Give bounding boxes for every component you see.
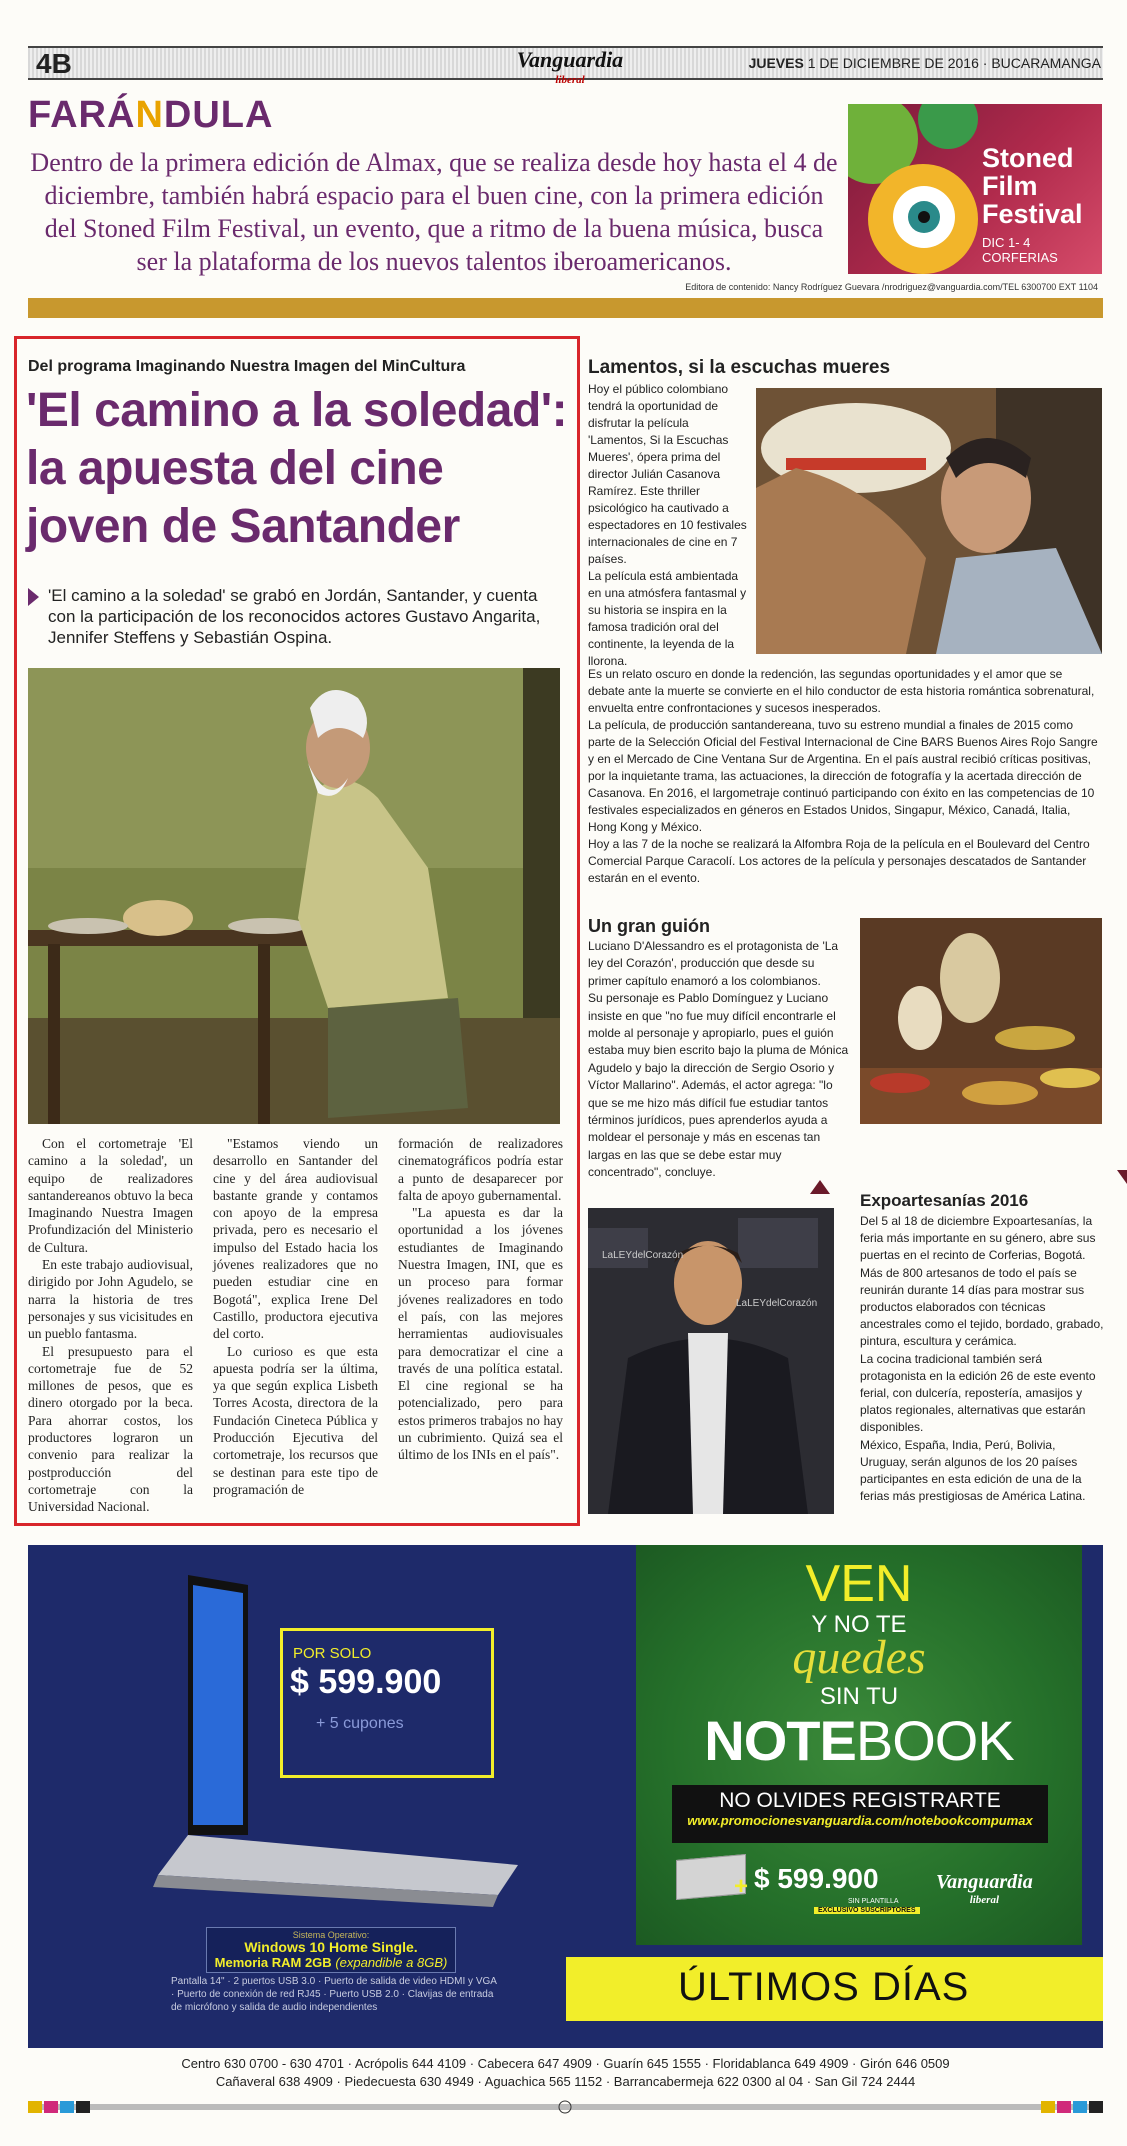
lamentos-photo-couple <box>756 388 1102 654</box>
masthead-logo <box>505 47 635 90</box>
article-paragraph: "Estamos viendo un desarrollo en Santander del cine y del área audiovisual bastante grande y contamos con apoyo de la empresa privada, pero es necesario el impulso del Estado hacia los jóvenes realizadores que no pueden estudiar cine en Bogotá", explica Irene Del Castillo, productora ejecutiva del corto. <box>213 1136 378 1342</box>
festival-title-line: Stoned <box>982 143 1074 173</box>
photo-floor <box>28 1018 560 1124</box>
photo-backdrop-panel <box>588 1228 648 1268</box>
expo-pointer-down-icon <box>1117 1170 1127 1184</box>
promo-notebook-bold: NOTE <box>704 1709 856 1772</box>
expo-paragraph: La cocina tradicional también será protagonista en la edición 26 de este evento ferial, con dulcería, repostería, amasijos y platos regionales, alternativas que estarán disponibles. <box>860 1351 1096 1435</box>
lamentos-paragraph: Hoy el público colombiano tendrá la oportunidad de disfrutar la película 'Lamentos, Si la Escuchas Mueres', ópera prima del director Julián Casanova Ramírez. Este thriller psicológico ha cautivado a espectadores en 10 festivales internacionales de cine en 7 países. <box>588 382 747 566</box>
section-divider <box>28 298 1103 318</box>
lamentos-paragraph: La película está ambientada en una atmósfera fantasmal y su historia se inspira en la famosa tradición oral del continente, la leyenda de la llorona. <box>588 569 747 668</box>
guion-pointer-up-icon <box>810 1180 830 1194</box>
price-coupons: + 5 cupones <box>316 1715 404 1732</box>
expoartesanias-photo-crafts <box>860 918 1102 1124</box>
dateline <box>749 55 1101 71</box>
photo-bowl <box>962 1081 1038 1105</box>
article-paragraph: formación de realizadores cinematográficos podría estar a punto de desaparecer por falta de apoyo gubernamental. <box>398 1136 563 1203</box>
guion-paragraph: Luciano D'Alessandro es el protagonista de 'La ley del Corazón', producción que desde su primer capítulo enamoró a los colombianos. <box>588 939 839 988</box>
section-title-b: DULA <box>163 94 274 136</box>
article-kicker: Del programa Imaginando Nuestra Imagen del MinCultura <box>28 358 466 375</box>
photo-hat-band <box>786 458 926 470</box>
photo-actor-shirt <box>688 1333 728 1514</box>
masthead-sub: liberal <box>555 74 585 86</box>
promo-sin-tu: SIN TU <box>819 1683 899 1710</box>
article-column-2 <box>213 1135 378 1498</box>
festival-title-line: Film <box>982 171 1038 201</box>
article-paragraph: Lo curioso es que esta apuesta podría ser la última, ya que según explica Lisbeth Torres Acosta, directora de la Fundación Cineteca Pública y Producción Ejecutiva del cortometraje, los recursos que se destinan para este tipo de programación de <box>213 1343 378 1497</box>
photo-table-leg <box>48 944 60 1124</box>
section-intro: Dentro de la primera edición de Almax, que se realiza desde hoy hasta el 4 de diciembre, también habrá espacio para el buen cine, con la primera edición del Stoned Film Festival, un evento, que a ritmo de la buena música, busca ser la plataforma de los nuevos talentos iberoamericanos. <box>30 148 838 276</box>
color-swatch <box>1089 2101 1103 2113</box>
promo-brand-logo <box>936 1873 1033 1909</box>
editor-credit: Editora de contenido: Nancy Rodríguez Guevara /nrodriguez@vanguardia.com/TEL 6300700 EXT 1104 <box>685 282 1098 292</box>
register-box <box>672 1785 1048 1843</box>
section-title <box>28 94 273 137</box>
laptop-screen <box>193 1585 243 1825</box>
photo-old-man-illustration <box>28 668 560 1124</box>
promo-quedes: quedes <box>792 1631 926 1684</box>
guion-photo-actor <box>588 1208 834 1514</box>
branch-contacts-line: Cañaveral 638 4909 · Piedecuesta 630 4949 · Aguachica 565 1152 · Barrancabermeja 622 0300 al 04 · San Gil 724 2444 <box>215 2074 916 2089</box>
photo-bowl <box>995 1026 1075 1050</box>
festival-title <box>982 144 1083 228</box>
ultimos-dias-text: ÚLTIMOS DÍAS <box>678 1965 970 2009</box>
deck-arrow-icon <box>28 588 39 606</box>
lamentos-paragraph: Es un relato oscuro en donde la redención, las segundas oportunidades y el amor que se debate ante la muerte se convierte en el hilo conductor de esta historia romántica sobrenatural, envuelta entre confrontaciones y sucesos inesperados. <box>588 667 1095 715</box>
photo-wall-light <box>28 668 560 868</box>
festival-venue: CORFERIAS <box>982 250 1058 265</box>
article-column-3 <box>398 1135 563 1464</box>
color-swatch <box>1041 2101 1055 2113</box>
lamentos-intro <box>588 381 748 670</box>
os-value: Windows 10 Home Single. <box>244 1939 418 1955</box>
photo-backdrop-panel <box>738 1218 818 1268</box>
article-deck-text: 'El camino a la soledad' se grabó en Jordán, Santander, y cuenta con la participación de los reconocidos actores Gustavo Angarita, Jennifer Steffens y Sebastián Ospina. <box>48 586 541 647</box>
photo-crafts-illustration <box>860 918 1102 1124</box>
color-swatch <box>1057 2101 1071 2113</box>
lamentos-heading: Lamentos, si la escuchas mueres <box>588 357 891 378</box>
laptop-specs: Pantalla 14" · 2 puertos USB 3.0 · Puerto de salida de video HDMI y VGA · Puerto de conexión de red RJ45 · Puerto USB 2.0 · Clavijas de entrada de micrófono y salida de audio independientes <box>171 1976 497 2013</box>
article-paragraph: El presupuesto para el cortometraje fue de 52 millones de pesos, que es dinero otorgado por la beca. Para ahorrar costos, los productores lograron un convenio para realizar la postproducción del cortometraje con la Universidad Nacional. <box>28 1343 193 1515</box>
photo-vase <box>898 986 942 1050</box>
masthead-name: Vanguardia <box>516 47 624 72</box>
color-swatch <box>60 2101 74 2113</box>
promo-ven: VEN <box>805 1555 913 1613</box>
color-swatch <box>44 2101 58 2113</box>
ultimos-dias-band <box>566 1957 1103 2021</box>
photo-man-trousers <box>328 998 468 1118</box>
page-number: 4B <box>36 48 72 79</box>
ram-note: (expandible a 8GB) <box>335 1955 448 1970</box>
promo-notebook <box>636 1711 1082 1771</box>
os-specs-box <box>206 1927 456 1973</box>
promo-brand-name: Vanguardia <box>936 1871 1033 1893</box>
ram-value: Memoria RAM 2GB <box>214 1955 332 1970</box>
color-swatch <box>76 2101 90 2113</box>
photo-plate <box>48 918 128 934</box>
dateline-date: 1 DE DICIEMBRE DE 2016 · BUCARAMANGA <box>803 55 1101 71</box>
photo-plate <box>228 918 308 934</box>
promo-price: $ 599.900 <box>754 1863 879 1894</box>
festival-title-line: Festival <box>982 199 1083 229</box>
guion-body <box>588 938 850 1182</box>
photo-bread <box>123 900 193 936</box>
register-text: NO OLVIDES REGISTRARTE <box>719 1789 1001 1812</box>
article-photo-old-man <box>28 668 560 1124</box>
festival-dates-line: DIC 1- 4 <box>982 235 1031 250</box>
article-headline: 'El camino a la soledad': la apuesta del cine joven de Santander <box>26 384 568 553</box>
article-deck <box>28 585 568 648</box>
photo-bowl <box>1040 1068 1100 1088</box>
dateline-day: JUEVES <box>748 55 804 71</box>
stoned-film-festival-logo <box>848 104 1102 274</box>
photo-vase <box>940 933 1000 1023</box>
expo-paragraph: Del 5 al 18 de diciembre Expoartesanías, la feria más importante en su género, abre sus puertas en el recinto de Corferias, Bogotá. <box>860 1214 1096 1263</box>
festival-art-shape <box>918 104 978 149</box>
article-paragraph: "La apuesta es dar la oportunidad a los jóvenes estudiantes de Imaginando Nuestra Imagen, INI, que es un proceso para formar jóvenes realizadores en todo el país, con las mejores herramientas audiovisuales para democratizar el cine a través de una política estatal. El cine regional se ha potencializado, pero para estos primeros trabajos no hay un cubrimiento. Quizá sea el último de los INIs en el país". <box>398 1205 563 1463</box>
promo-notebook-light: BOOK <box>855 1709 1014 1772</box>
price-value: $ 599.900 <box>290 1663 442 1701</box>
guion-heading: Un gran guión <box>588 916 710 936</box>
article-paragraph: En este trabajo audiovisual, dirigido por John Agudelo, se narra la historia de tres personajes y sus vicisitudes en un pueblo fantasma. <box>28 1257 193 1342</box>
notebook-promo-panel: VEN Y NO TE quedes SIN TU NOTEBOOK NO OLVIDES REGISTRARTE www.promocionesvanguardia.com/notebookcompumax + $ 599.900 SIN PLANTILLA EXCLUSIVO SUSCRIPTORES Vanguardia liberal <box>636 1545 1082 1945</box>
article-paragraph: Con el cortometraje 'El camino a la soledad', un equipo de realizadores santandereanos obtuvo la beca Imaginando Nuestra Imagen Profundización del Ministerio de Cultura. <box>28 1136 193 1255</box>
expo-heading: Expoartesanías 2016 <box>860 1191 1029 1210</box>
tv-show-logo-text: LaLEYdelCorazón <box>736 1298 818 1309</box>
print-registration-bar <box>28 2098 1103 2116</box>
lamentos-paragraph: Hoy a las 7 de la noche se realizará la Alfombra Roja de la película en el Boulevard del Centro Comercial Parque Caracolí. Los actores de la película y personajes descatados de Santander estarán en el evento. <box>588 837 1090 885</box>
photo-couple-illustration <box>756 388 1102 654</box>
registration-strip <box>28 2104 1103 2110</box>
os-label: Sistema Operativo: <box>292 1930 370 1940</box>
color-swatch <box>28 2101 42 2113</box>
expo-paragraph: Más de 800 artesanos de todo el país se reunirán durante 14 días para mostrar sus productos elaborados con técnicas ancestrales como el tejido, bordado, grabado, pintura, escultura y cerámica. <box>860 1265 1104 1349</box>
promo-y-no-te: Y NO TE <box>811 1611 907 1638</box>
price-label: POR SOLO <box>293 1645 372 1662</box>
lamentos-body <box>588 666 1102 887</box>
guion-paragraph: Su personaje es Pablo Domínguez y Luciano insiste en que "no fue muy difícil encontrarle el molde al personaje y apropiarlo, pues el guión estaba muy bien escrito bajo la pluma de Mónica Agudelo y bajo la dirección de Sergio Osorio y Víctor Mallarino". Además, el actor agrega: "lo que se me hizo más difícil fue estudiar tantos términos jurídicos, pues aprenderlos ayuda a moldear el personaje y más en escenas tan largas en las que se debe estar muy concentrado", concluye. <box>588 991 849 1180</box>
lamentos-paragraph: La película, de producción santandereana, tuvo su estreno mundial a finales de 2015 como parte de la Selección Oficial del Festival Internacional de Cine BARS Buenos Aires Rojo Sangre y en el Mercado de Cine Ventana Sur de Argentina. En el país austral recibió críticas positivas, por la inquietante trama, las actuaciones, la dirección de fotografía y la acertada dirección de Casanova. En 2016, el largometraje continuó participando con éxito en las competencias de 10 festivales especializados en géneros en Estados Unidos, Singapur, México, Canadá, Italia, Hong Kong y México. <box>588 718 1098 834</box>
festival-dates <box>982 235 1058 265</box>
photo-bowl <box>870 1073 930 1093</box>
section-title-n: N <box>135 94 164 136</box>
expo-body <box>860 1213 1104 1505</box>
promo-sin-plantilla: SIN PLANTILLA <box>848 1898 899 1905</box>
branch-contacts-line: Centro 630 0700 - 630 4701 · Acrópolis 644 4109 · Cabecera 647 4909 · Guarín 645 1555 · Floridablanca 649 4909 · Girón 646 0509 <box>181 2056 950 2071</box>
festival-eye-pupil <box>918 211 930 223</box>
branch-contacts <box>28 2055 1103 2091</box>
photo-table-leg <box>258 944 270 1124</box>
promo-url[interactable]: www.promocionesvanguardia.com/notebookcompumax <box>687 1813 1033 1828</box>
promo-exclusivo: EXCLUSIVO SUSCRIPTORES <box>814 1907 920 1914</box>
color-swatch <box>1073 2101 1087 2113</box>
promo-brand-sub: liberal <box>969 1894 1000 1906</box>
tv-show-logo-text: LaLEYdelCorazón <box>602 1250 684 1261</box>
expo-paragraph: México, España, India, Perú, Bolivia, Uruguay, serán algunos de los 20 países participantes en esta edición de una de la ferias más prestigiosas de América Latina. <box>860 1437 1086 1504</box>
section-title-a: FARÁ <box>28 94 136 136</box>
article-column-1 <box>28 1135 193 1516</box>
